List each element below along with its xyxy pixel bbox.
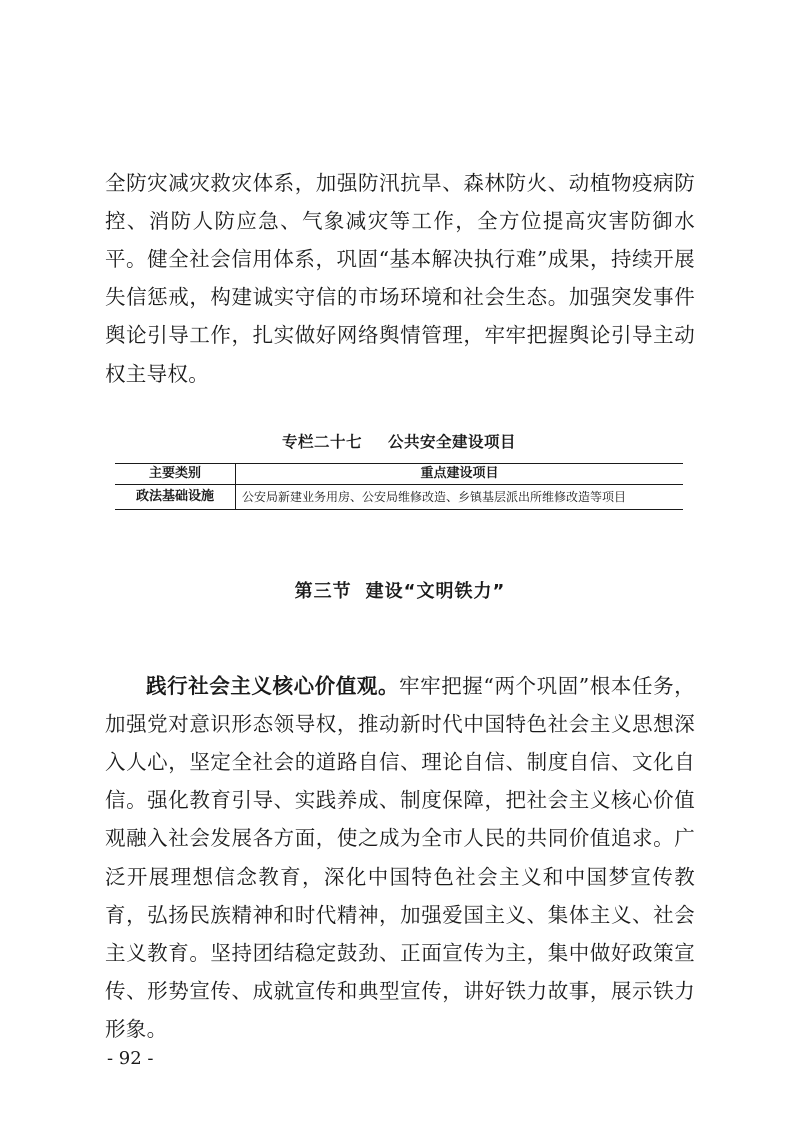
section-title: 建设“文明铁力”	[365, 581, 506, 602]
table-caption	[115, 430, 683, 452]
project-table	[115, 463, 683, 510]
section-number: 第三节	[294, 581, 352, 602]
page-number: - 92 -	[107, 1048, 154, 1069]
paragraph-lead: 践行社会主义核心价值观。	[146, 673, 400, 698]
table-header-row	[115, 464, 683, 485]
paragraph-text: 牢牢把握“两个巩固”根本任务，加强党对意识形态领导权，推动新时代中国特色社会主义思想深入人心，坚定全社会的道路自信、理论自信、制度自信、文化自信。强化教育引导、实践养成、制度保障，把社会主义核心价值观融入社会发展各方面，使之成为全市人民的共同价值追求。广泛开展理想信念教育，深化中国特色社会主义和中国梦宣传教育，弘扬民族精神和时代精神，加强爱国主义、集体主义、社会主义教育。坚持团结稳定鼓劲、正面宣传为主，集中做好政策宣传、形势宣传、成就宣传和典型宣传，讲好铁力故事，展示铁力形象。	[105, 673, 695, 1042]
table-header-category: 主要类别	[115, 464, 236, 485]
table-cell-category: 政法基础设施	[115, 485, 236, 510]
body-paragraph-2	[105, 667, 695, 1049]
table-cell-projects: 公安局新建业务用房、公安局维修改造、乡镇基层派出所维修改造等项目	[236, 485, 684, 510]
table-caption-title: 公共安全建设项目	[388, 433, 517, 451]
body-paragraph-1: 全防灾减灾救灾体系，加强防汛抗旱、森林防火、动植物疫病防控、消防人防应急、气象减灾等工作，全方位提高灾害防御水平。健全社会信用体系，巩固“基本解决执行难”成果，持续开展失信惩戒，构建诚实守信的市场环境和社会生态。加强突发事件舆论引导工作，扎实做好网络舆情管理，牢牢把握舆论引导主动权主导权。	[105, 170, 695, 386]
section-heading	[105, 577, 695, 603]
table-caption-number: 专栏二十七	[281, 433, 362, 451]
table-header-projects: 重点建设项目	[236, 464, 684, 485]
table-row	[115, 485, 683, 510]
